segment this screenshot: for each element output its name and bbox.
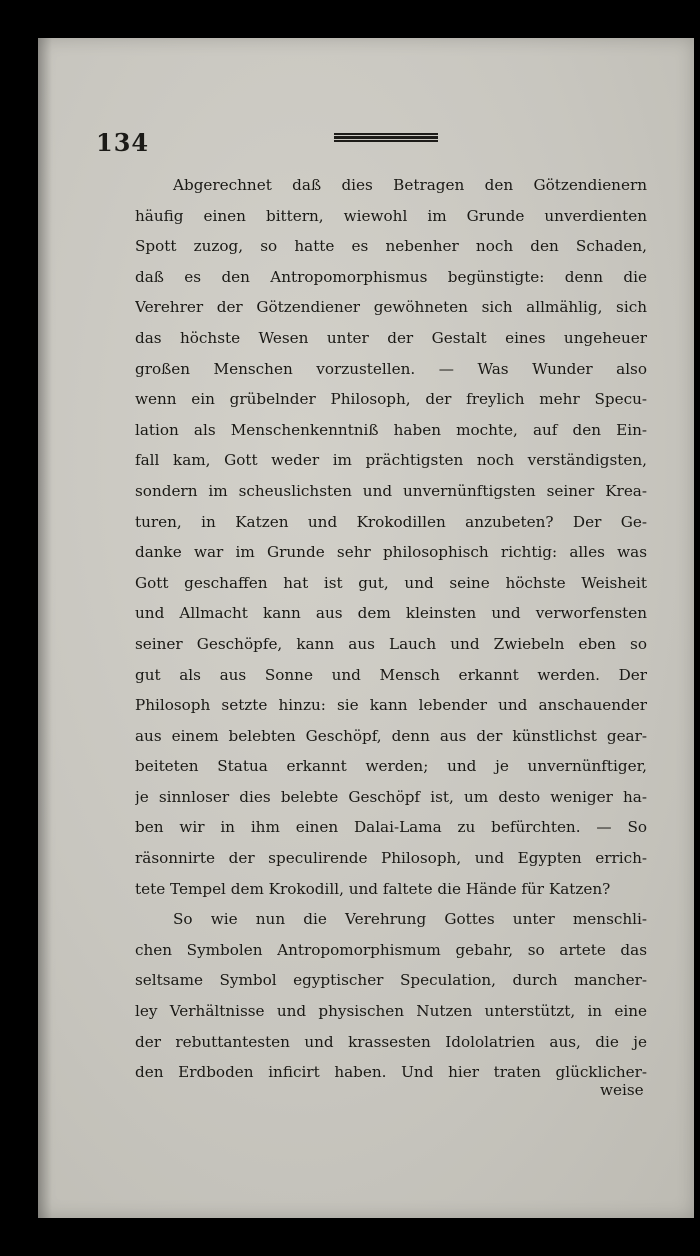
text-line: danke war im Grunde sehr philosophisch richtig: alles was [135,543,647,562]
text-line: lation als Menschenkenntniß haben mochte, auf den Ein- [135,420,647,439]
text-line: Abgerechnet daß dies Betragen den Götzendienern [173,176,647,194]
text-line: chen Symbolen Antropomorphismum gebahr, so artete das [135,940,647,959]
text-line: großen Menschen vorzustellen. — Was Wunder also [135,359,647,378]
text-line: den Erdboden inficirt haben. Und hier traten glücklicher- [135,1063,647,1082]
header-rule [334,133,438,142]
text-line: Spott zuzog, so hatte es nebenher noch den Schaden, [135,237,647,256]
text-line: tete Tempel dem Krokodill, und faltete die Hände für Katzen? [135,879,611,898]
text-line: Gott geschaffen hat ist gut, und seine höchste Weisheit [135,573,647,592]
text-line: wenn ein grübelnder Philosoph, der freylich mehr Specu- [135,390,647,409]
text-line: aus einem belebten Geschöpf, denn aus der künstlichst gear- [135,726,647,745]
text-line: häufig einen bittern, wiewohl im Grunde unverdienten [135,206,647,225]
page-number: 134 [96,128,150,157]
text-line: seltsame Symbol egyptischer Speculation, durch mancher- [135,971,647,990]
text-line: und Allmacht kann aus dem kleinsten und verworfensten [135,604,647,623]
text-line: seiner Geschöpfe, kann aus Lauch und Zwiebeln eben so [135,634,647,653]
text-line: daß es den Antropomorphismus begünstigte: denn die [135,267,647,286]
text-line: So wie nun die Verehrung Gottes unter menschli- [173,910,647,929]
text-line: je sinnloser dies belebte Geschöpf ist, um desto weniger ha- [135,787,647,806]
text-line: der rebuttantesten und krassesten Idololatrien aus, die je [135,1032,647,1051]
text-line: beiteten Statua erkannt werden; und je unvernünftiger, [135,757,647,776]
text-line: ben wir in ihm einen Dalai-Lama zu befürchten. — So [135,818,647,837]
text-line: turen, in Katzen und Krokodillen anzubeten? Der Ge- [135,512,647,531]
text-line: das höchste Wesen unter der Gestalt eines ungeheuer [135,328,647,347]
text-line: Verehrer der Götzendiener gewöhneten sich allmählig, sich [135,298,647,317]
text-line: sondern im scheuslichsten und unvernünftigsten seiner Krea- [135,481,647,500]
body-text [135,170,647,1088]
text-line: Philosoph setzte hinzu: sie kann lebender und anschauender [135,696,647,715]
catchword: weise [600,1081,644,1099]
text-line: räsonnirte der speculirende Philosoph, und Egypten errich- [135,849,647,868]
text-line: ley Verhältnisse und physischen Nutzen unterstützt, in eine [135,1002,647,1021]
text-line: gut als aus Sonne und Mensch erkannt werden. Der [135,665,647,684]
page-edge-shadow [38,38,52,1218]
text-line: fall kam, Gott weder im prächtigsten noch verständigsten, [135,451,647,470]
